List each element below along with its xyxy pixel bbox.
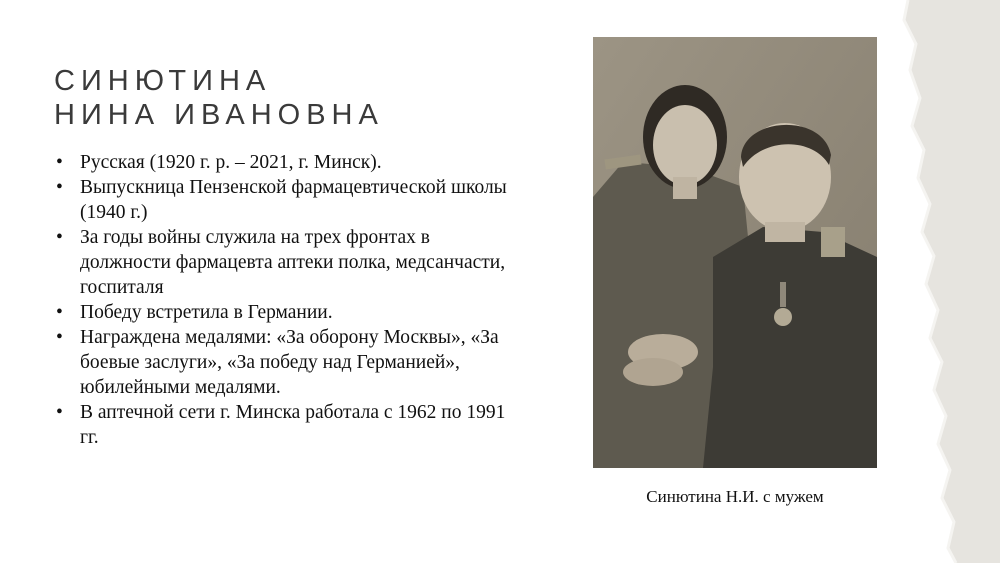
list-item (54, 225, 524, 300)
bullet-icon: • (56, 302, 63, 323)
slide-title (54, 64, 384, 132)
photo-caption: Синютина Н.И. с мужем (646, 487, 824, 506)
portrait-photo (593, 37, 877, 468)
list-item (54, 300, 524, 325)
biography-list (54, 150, 524, 450)
bullet-text: Награждена медалями: «За оборону Москвы», «За боевые заслуги», «За победу над Германией», юбилейными медалями. (80, 327, 499, 398)
bullet-icon: • (56, 152, 63, 173)
bullet-text: Победу встретила в Германии. (80, 302, 333, 323)
bullet-text: Русская (1920 г. р. – 2021, г. Минск). (80, 152, 382, 173)
title-given-names: НИНА ИВАНОВНА (54, 99, 384, 131)
portrait-photo-illustration (593, 37, 877, 468)
bullet-icon: • (56, 327, 63, 348)
torn-paper-decoration (890, 0, 1000, 563)
list-item (54, 150, 524, 175)
bullet-icon: • (56, 177, 63, 198)
title-surname: СИНЮТИНА (54, 65, 272, 97)
list-item (54, 325, 524, 400)
bullet-text: В аптечной сети г. Минска работала с 1962 по 1991 гг. (80, 402, 506, 448)
bullet-text: За годы войны служила на трех фронтах в должности фармацевта аптеки полка, медсанчасти, госпиталя (80, 227, 506, 298)
bullet-icon: • (56, 227, 63, 248)
list-item (54, 400, 524, 450)
bullet-text: Выпускница Пензенской фармацевтической школы (1940 г.) (80, 177, 507, 223)
bullet-icon: • (56, 402, 63, 423)
list-item (54, 175, 524, 225)
